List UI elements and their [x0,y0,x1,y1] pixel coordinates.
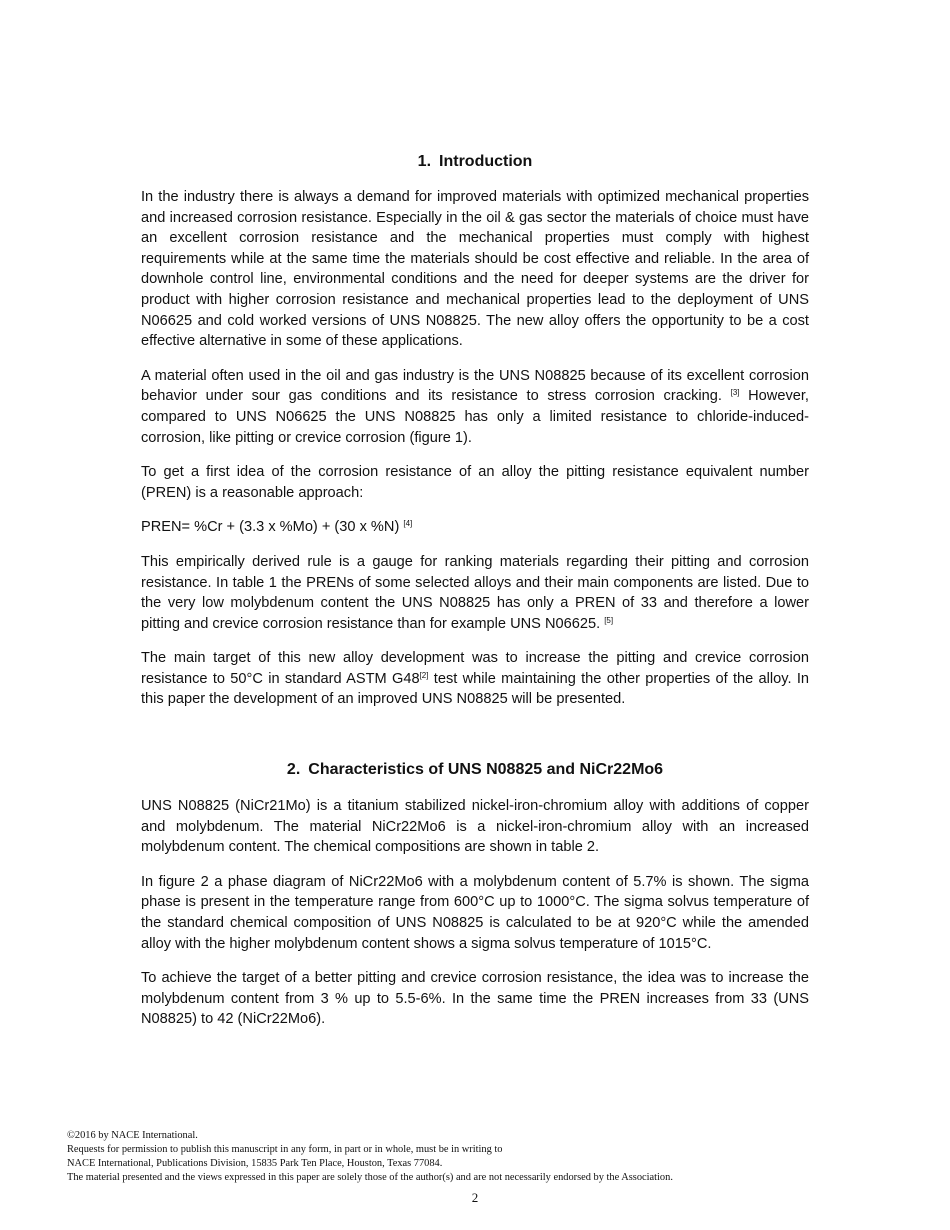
citation-5: [5] [604,615,614,625]
intro-paragraph-5-text-a: The main target of this new alloy development was to increase the pitting and crevice corrosion resistance to 50°C in standard ASTM G48 [141,650,809,687]
footer-copyright-line: ©2016 by NACE International. [67,1130,198,1141]
footer-disclaimer-line: The material presented and the views expressed in this paper are solely those of the author(s) and are not necessarily endorsed by the Association. [67,1172,673,1183]
intro-paragraph-4-text: This empirically derived rule is a gauge for ranking materials regarding their pitting and corrosion resistance. In table 1 the PRENs of some selected alloys and their main components are listed. Due to the very low molybdenum content the UNS N08825 has only a PREN of 33 and therefore a lower pitting and crevice corrosion resistance than for example UNS N06625. [141,553,809,632]
intro-paragraph-1: In the industry there is always a demand for improved materials with optimized mechanical properties and increased corrosion resistance. Especially in the oil & gas sector the materials of choice must have an excellent corrosion resistance and the mechanical properties must comply with highest requirements while at the same time the materials should be cost effective and reliable. In the area of downhole control line, environmental conditions and the need for deeper systems are the driver for product with higher corrosion resistance and mechanical properties lead to the deployment of UNS N06625 and cold worked versions of UNS N08825. The new alloy offers the opportunity to be a cost effective alternative in some of these applications. [141,189,809,350]
intro-paragraph-2-text-a: A material often used in the oil and gas industry is the UNS N08825 because of its excellent corrosion behavior under sour gas conditions and its resistance to stress corrosion cracking. [141,367,809,405]
characteristics-paragraph-1: UNS N08825 (NiCr21Mo) is a titanium stabilized nickel-iron-chromium alloy with additions of copper and molybdenum. The material NiCr22Mo6 is a nickel-iron-chromium alloy with an increased molybdenum content. The chemical compositions are shown in table 2. [141,798,809,856]
section-2-number: 2. [286,761,301,779]
section-1-heading [141,152,809,172]
intro-paragraph-5 [141,648,809,710]
citation-4: [4] [403,519,413,529]
section-1-title: Introduction [439,153,533,170]
characteristics-paragraph-2: In figure 2 a phase diagram of NiCr22Mo6 with a molybdenum content of 5.7% is shown. The sigma phase is present in the temperature range from 600°C up to 1000°C. The sigma solvus temperature of the standard chemical composition of UNS N08825 is calculated to be at 920°C while the amended alloy with the higher molybdenum content shows a sigma solvus temperature of 1015°C. [141,873,809,952]
characteristics-paragraph-3: To achieve the target of a better pitting and crevice corrosion resistance, the idea was to increase the molybdenum content from 3 % up to 5.5-6%. In the same time the PREN increases from 33 (UNS N08825) to 42 (NiCr22Mo6). [141,970,809,1028]
section-2-title: Characteristics of UNS N08825 and NiCr22Mo6 [308,761,664,779]
citation-3: [3] [730,388,740,398]
footer-address-line: NACE International, Publications Division, 15835 Park Ten Place, Houston, Texas 77084. [67,1158,443,1169]
main-content [141,152,809,1030]
pren-formula [141,517,809,538]
intro-paragraph-2-text-b: However, compared to UNS N06625 the UNS N08825 has only a limited resistance to chloride-induced-corrosion, like pitting or crevice corrosion (figure 1). [141,388,809,446]
page-number: 2 [471,1190,479,1205]
section-1-number: 1. [417,153,432,170]
copyright-footer [67,1129,887,1185]
intro-paragraph-2 [141,366,809,448]
citation-2: [2] [419,670,429,680]
pren-formula-text: PREN= %Cr + (3.3 x %Mo) + (30 x %N) [141,519,400,536]
footer-permission-line: Requests for permission to publish this manuscript in any form, in part or in whole, must be in writing to [67,1144,503,1155]
intro-paragraph-3: To get a first idea of the corrosion resistance of an alloy the pitting resistance equivalent number (PREN) is a reasonable approach: [141,464,809,501]
section-2-heading [141,760,809,780]
intro-paragraph-5-text-b: test while maintaining the other properties of the alloy. In this paper the development of an improved UNS N08825 will be presented. [141,670,809,708]
intro-paragraph-4 [141,552,809,634]
